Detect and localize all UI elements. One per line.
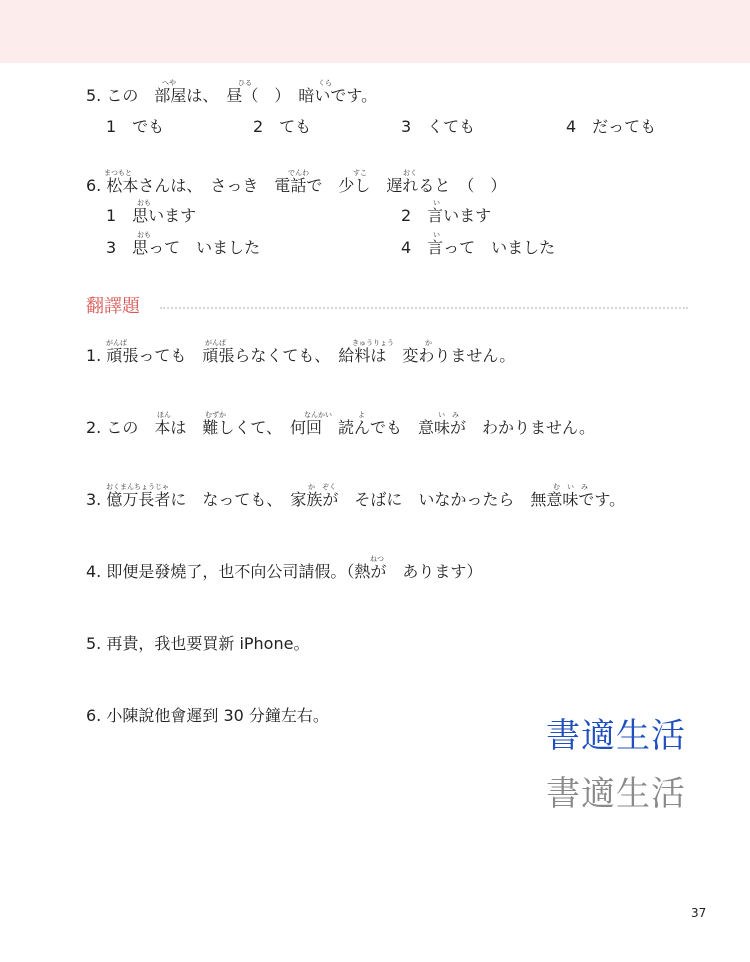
question-5-option-4: 4 だっても <box>566 117 657 136</box>
translation-item-3: 3. 億万長者に なっても、 家族が そばに いなかったら 無意味です。 <box>86 490 626 509</box>
question-6-option-3: 3 思って いました <box>106 238 261 257</box>
ruby-nankai: なんかい <box>304 411 332 419</box>
ruby-i-2: い <box>433 231 440 239</box>
ruby-hon: ほん <box>157 411 171 419</box>
question-6-option-1: 1 思います <box>106 206 197 225</box>
translation-item-1: 1. 頑張っても 頑張らなくても、 給料は 変わりません。 <box>86 346 516 365</box>
translation-item-6: 6. 小陳說他會遲到 30 分鐘左右。 <box>86 706 329 725</box>
question-6-option-4: 4 言って いました <box>401 238 556 257</box>
question-6-option-2: 2 言います <box>401 206 492 225</box>
ruby-heya: へや <box>162 79 176 87</box>
ruby-yo: よ <box>358 411 365 419</box>
ruby-netsu: ねつ <box>370 555 384 563</box>
section-divider <box>160 307 688 309</box>
translation-item-5: 5. 再貴，我也要買新 iPhone。 <box>86 634 310 653</box>
question-5-option-3: 3 くても <box>401 117 476 136</box>
ruby-sukoshi: すこ <box>353 169 367 177</box>
ruby-kura: くら <box>318 79 332 87</box>
watermark-gray: 書適生活 <box>546 774 686 814</box>
ruby-okumanchouja: おくまんちょうじゃ <box>106 483 169 491</box>
ruby-ganba-1: がんば <box>106 339 127 347</box>
ruby-muzuka: むずか <box>205 411 226 419</box>
section-title: 翻譯題 <box>86 296 140 317</box>
ruby-kyuuryou: きゅうりょう <box>352 339 394 347</box>
ruby-okure: おく <box>403 169 417 177</box>
translation-item-4: 4. 即便是發燒了，也不向公司請假。（熱が あります） <box>86 562 483 581</box>
page-number: 37 <box>691 906 707 920</box>
ruby-omo-1: おも <box>137 199 151 207</box>
ruby-hiru: ひる <box>238 79 252 87</box>
ruby-kazoku: か ぞく <box>308 483 336 491</box>
ruby-ka: か <box>425 339 432 347</box>
ruby-matsumoto: まつもと <box>104 169 132 177</box>
ruby-muimi: む い み <box>553 483 588 491</box>
question-5-stem: 5. この 部屋は、 昼（ ） 暗いです。 <box>86 86 378 105</box>
watermark-blue: 書適生活 <box>546 716 686 756</box>
ruby-ganba-2: がんば <box>205 339 226 347</box>
question-5-option-2: 2 ても <box>253 117 312 136</box>
question-5-option-1: 1 でも <box>106 117 165 136</box>
ruby-omo-2: おも <box>137 231 151 239</box>
question-6-stem: 6. 松本さんは、 さっき 電話で 少し 遅れると （ ） <box>86 176 507 195</box>
ruby-denwa: でんわ <box>288 169 309 177</box>
header-band <box>0 0 750 63</box>
ruby-i-1: い <box>433 199 440 207</box>
translation-item-2: 2. この 本は 難しくて、 何回 読んでも 意味が わかりません。 <box>86 418 595 437</box>
ruby-imi: い み <box>438 411 459 419</box>
